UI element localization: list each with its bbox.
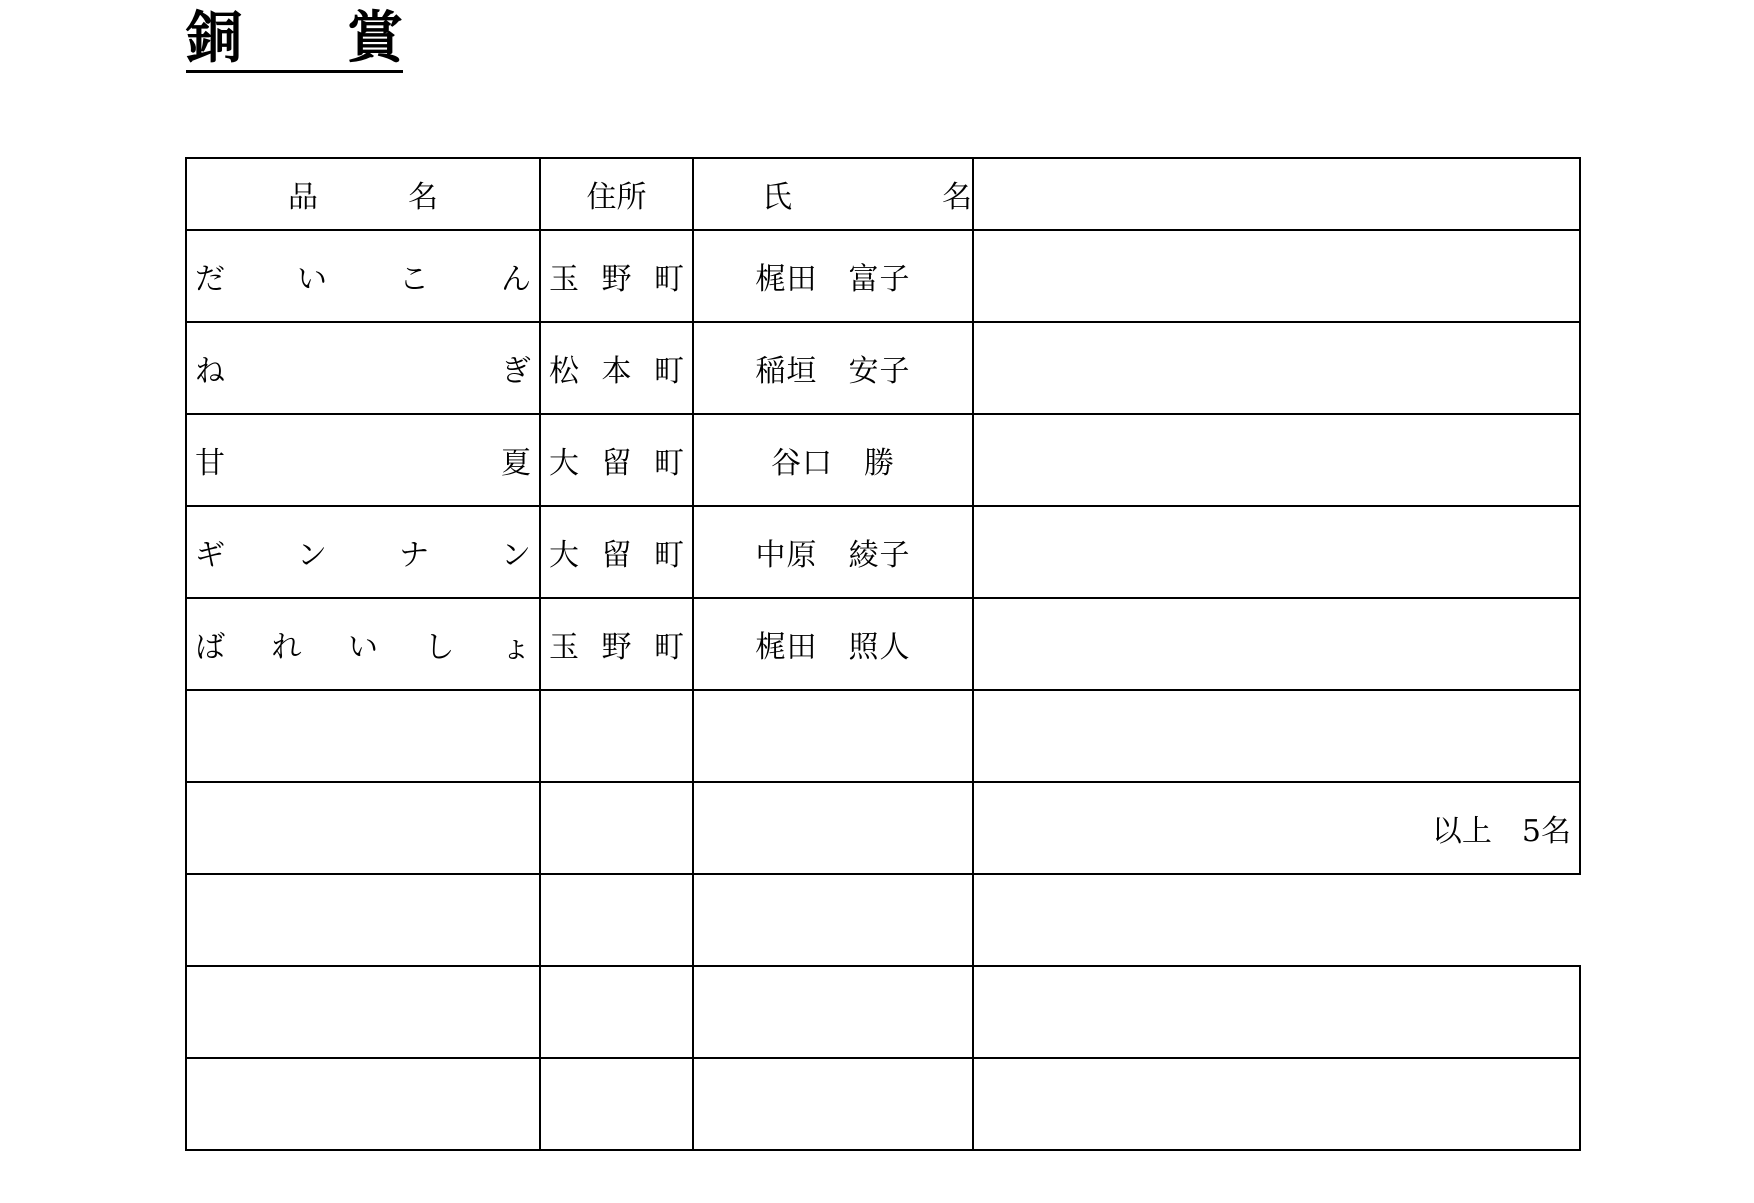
table-header-row: [186, 158, 1580, 230]
cell-item: ギ ン ナ ン: [186, 506, 540, 598]
cell-address: 大 留 町: [540, 414, 693, 506]
cell-note: [973, 874, 1580, 966]
table-row: [186, 782, 1580, 874]
table-row: [186, 1058, 1580, 1150]
cell-item: [186, 1058, 540, 1150]
table-row: [186, 690, 1580, 782]
award-table: [185, 157, 1581, 1151]
table-row: [186, 598, 1580, 690]
cell-address: [540, 690, 693, 782]
cell-name: [693, 782, 973, 874]
cell-name: [693, 690, 973, 782]
cell-name: [693, 966, 973, 1058]
cell-address: [540, 966, 693, 1058]
cell-name: 稲垣 安子: [693, 322, 973, 414]
cell-address: [540, 874, 693, 966]
cell-item: 甘 夏: [186, 414, 540, 506]
table-row: [186, 506, 1580, 598]
cell-note: [973, 1058, 1580, 1150]
page-title: [186, 6, 403, 73]
cell-address: [540, 782, 693, 874]
cell-note: [973, 322, 1580, 414]
title-char-2: 賞: [347, 5, 403, 71]
table-row: [186, 230, 1580, 322]
cell-item: ば れ い し ょ: [186, 598, 540, 690]
cell-name: 梶田 照人: [693, 598, 973, 690]
cell-address: 玉 野 町: [540, 598, 693, 690]
cell-note: [973, 966, 1580, 1058]
cell-name: [693, 874, 973, 966]
cell-note: [973, 690, 1580, 782]
cell-item: [186, 874, 540, 966]
cell-item: [186, 966, 540, 1058]
title-char-1: 銅: [186, 5, 242, 71]
header-address: 住所: [540, 158, 693, 230]
cell-address: 大 留 町: [540, 506, 693, 598]
cell-item: ね ぎ: [186, 322, 540, 414]
header-name: 氏 名: [693, 158, 973, 230]
cell-item: [186, 690, 540, 782]
cell-item: [186, 782, 540, 874]
cell-address: 玉 野 町: [540, 230, 693, 322]
header-blank: [973, 158, 1580, 230]
table-row: [186, 322, 1580, 414]
cell-note: [973, 230, 1580, 322]
cell-name: 梶田 富子: [693, 230, 973, 322]
table-row: [186, 874, 1580, 966]
cell-total-note: 以上 5名: [973, 782, 1580, 874]
cell-item: だ い こ ん: [186, 230, 540, 322]
cell-note: [973, 414, 1580, 506]
table-row: [186, 966, 1580, 1058]
cell-note: [973, 506, 1580, 598]
cell-name: 谷口 勝: [693, 414, 973, 506]
table-row: [186, 414, 1580, 506]
cell-name: [693, 1058, 973, 1150]
cell-name: 中原 綾子: [693, 506, 973, 598]
cell-note: [973, 598, 1580, 690]
cell-address: 松 本 町: [540, 322, 693, 414]
header-item: 品 名: [186, 158, 540, 230]
cell-address: [540, 1058, 693, 1150]
